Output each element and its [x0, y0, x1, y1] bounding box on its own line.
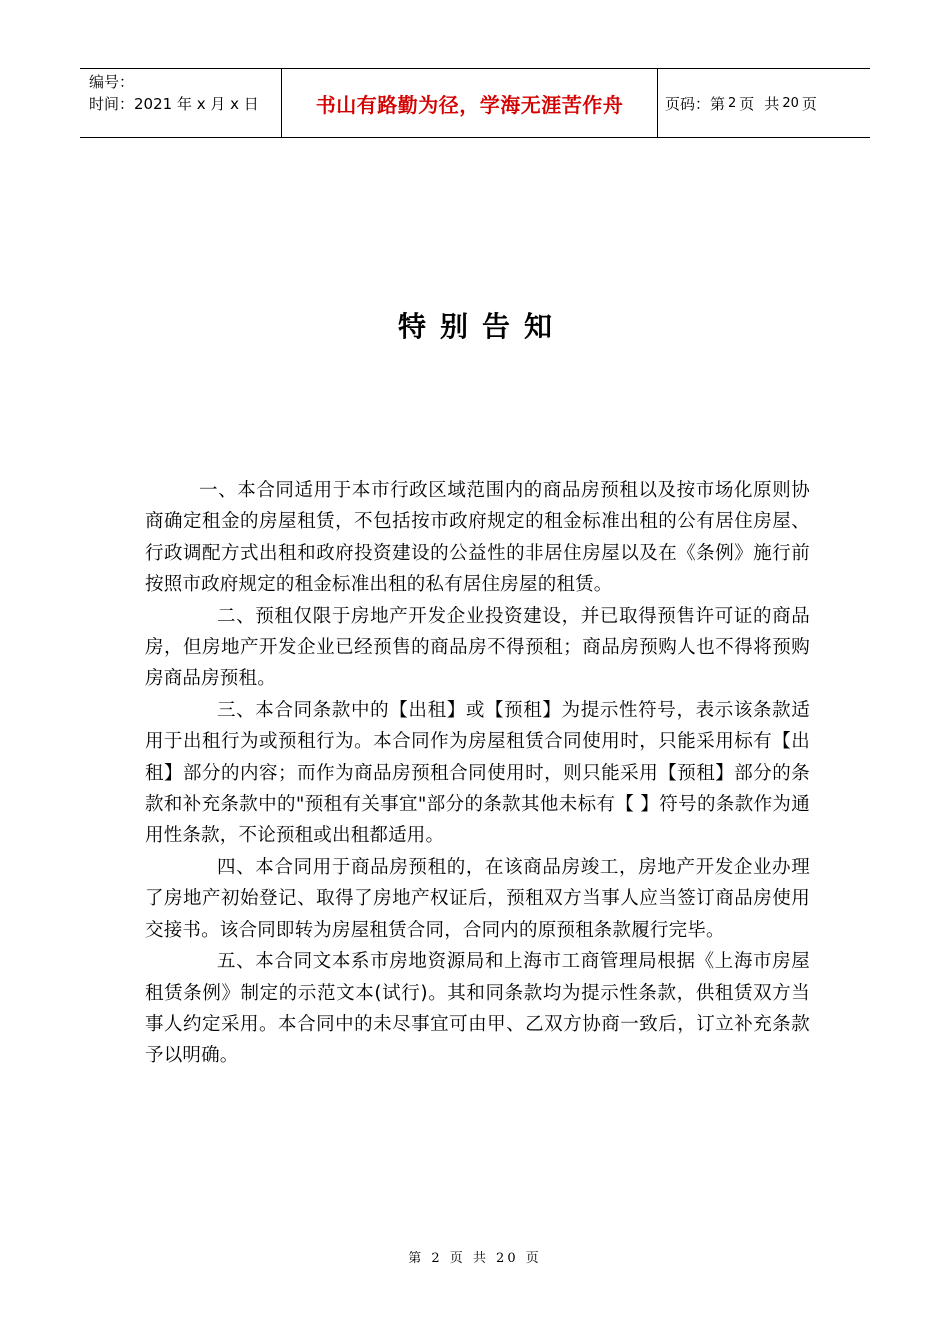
header-page-info [658, 69, 870, 137]
page-title: 特别告知 [397, 310, 566, 343]
notice-paragraph-1: 一、本合同适用于本市行政区域范围内的商品房预租以及按市场化原则协商确定租金的房屋租赁，不包括按市政府规定的租金标准出租的公有居住房屋、行政调配方式出租和政府投资建设的公益性的非居住房屋以及在《条例》施行前按照市政府规定的租金标准出租的私有居住房屋的租赁。 [145, 480, 810, 596]
header-motto-cell [282, 69, 658, 137]
page-footer: 第 2 页 共 20 页 [408, 1251, 542, 1266]
notice-body [145, 475, 810, 1072]
page-total: 20 [782, 95, 799, 111]
notice-paragraph-5: 五、本合同文本系市房地资源局和上海市工商管理局根据《上海市房屋租赁条例》制定的示范文本(试行)。其和同条款均为提示性条款，供租赁双方当事人约定采用。本合同中的未尽事宜可由甲、乙双方协商一致后，订立补充条款予以明确。 [145, 951, 810, 1067]
page-suffix: 页 [801, 94, 817, 113]
document-header [80, 68, 870, 138]
number-label: 编号： [89, 73, 135, 91]
page-total-prefix: 共 [764, 94, 780, 113]
time-label: 时间：2021 年 x 月 x 日 [89, 95, 259, 113]
header-motto: 书山有路勤为径，学海无涯苦作舟 [315, 92, 624, 117]
notice-paragraph-4: 四、本合同用于商品房预租的，在该商品房竣工，房地产开发企业办理了房地产初始登记、取得了房地产权证后，预租双方当事人应当签订商品房使用交接书。该合同即转为房屋租赁合同，合同内的原预租条款履行完毕。 [145, 856, 810, 941]
notice-paragraph-3: 三、本合同条款中的【出租】或【预租】为提示性符号，表示该条款适用于出租行为或预租行为。本合同作为房屋租赁合同使用时，只能采用标有【出租】部分的内容；而作为商品房预租合同使用时，则只能采用【预租】部分的条款和补充条款中的"预租有关事宜"部分的条款其他未标有【 】符号的条款作为通用性条款，不论预租或出租都适用。 [145, 699, 810, 847]
header-meta [80, 69, 282, 137]
page-mid: 页 [739, 94, 755, 113]
page-prefix: 页码：第 [665, 94, 726, 113]
notice-paragraph-2: 二、预租仅限于房地产开发企业投资建设，并已取得预售许可证的商品房，但房地产开发企业已经预售的商品房不得预租；商品房预购人也不得将预购房商品房预租。 [145, 605, 810, 690]
page-current: 2 [728, 95, 737, 111]
